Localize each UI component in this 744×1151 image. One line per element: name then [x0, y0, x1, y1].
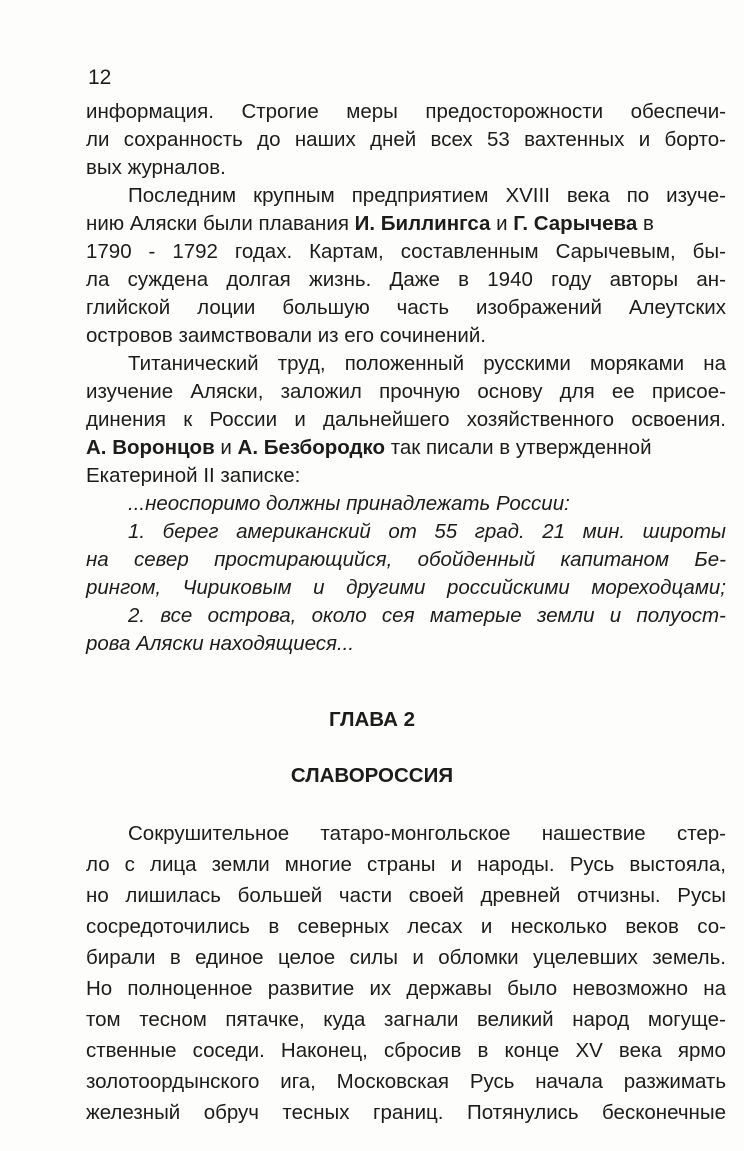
text-line — [86, 1066, 726, 1097]
word: 55 — [434, 520, 458, 543]
word: до — [257, 128, 281, 151]
word: рингом, — [86, 576, 162, 599]
word: Строгие — [241, 100, 319, 123]
text-line — [86, 266, 726, 294]
word: народ — [572, 1008, 630, 1031]
text-line — [86, 434, 726, 462]
word: Аляски, — [190, 380, 264, 403]
text-line — [86, 98, 726, 126]
word: 1792 — [172, 240, 218, 263]
quote-line — [86, 602, 726, 630]
word: ее — [611, 380, 635, 403]
text-span: так писали в утвержденной — [385, 436, 652, 459]
word: века — [566, 184, 610, 207]
word: и — [412, 946, 424, 969]
word: 2. — [128, 604, 146, 627]
word: было — [507, 977, 558, 1000]
word: долгая — [226, 268, 291, 291]
word: полуост- — [636, 604, 726, 627]
quote-line — [86, 546, 726, 574]
word: Алеутских — [628, 296, 726, 319]
word: бирали — [86, 946, 156, 969]
word: нашествие — [541, 822, 646, 845]
word: году — [551, 268, 592, 291]
word: обойденный — [417, 548, 536, 571]
text-line — [86, 378, 726, 406]
word: мин. — [582, 520, 626, 543]
word: север — [134, 548, 189, 571]
word: дней — [370, 128, 417, 151]
word: вахтенных — [524, 128, 625, 151]
word: силы — [349, 946, 399, 969]
word: многие — [284, 853, 352, 876]
word: 1790 — [86, 240, 132, 263]
word: в — [169, 946, 181, 969]
word: в — [268, 915, 280, 938]
word: части — [338, 884, 393, 907]
word: предприятием — [351, 184, 489, 207]
word: Русь — [469, 1070, 515, 1093]
word: все — [160, 604, 193, 627]
word: и — [480, 915, 493, 938]
chapter-title: СЛАВОРОССИЯ — [290, 764, 454, 787]
quote-line — [86, 574, 726, 602]
word: куда — [323, 1008, 366, 1031]
word: Последним — [128, 184, 237, 207]
word: татаро-монгольское — [320, 822, 511, 845]
text-line — [86, 973, 726, 1004]
text-line — [86, 1035, 726, 1066]
word: 1940 — [487, 268, 533, 291]
word: невозможно — [572, 977, 689, 1000]
person-name-bezborodko: А. Безбородко — [237, 436, 386, 459]
word: бы- — [692, 240, 726, 263]
word: основу — [477, 380, 543, 403]
word: границ. — [373, 1101, 444, 1124]
word: и — [638, 128, 651, 151]
word: бесконечные — [602, 1101, 726, 1124]
paragraph-3 — [86, 350, 726, 490]
word: веков — [625, 915, 679, 938]
word: лишилась — [125, 884, 221, 907]
word: железный — [86, 1101, 181, 1124]
person-name-sarychev: Г. Сарычева — [513, 212, 638, 235]
word: конце — [504, 1039, 560, 1062]
word: выстояла, — [629, 853, 726, 876]
word: острова, — [207, 604, 297, 627]
word: их — [369, 977, 392, 1000]
word: ярмо — [677, 1039, 726, 1062]
word: целое — [277, 946, 336, 969]
word: России — [209, 408, 278, 431]
word: крупным — [253, 184, 335, 207]
word: развитие — [267, 977, 355, 1000]
paragraph-4 — [86, 818, 726, 1128]
word: Картам, — [309, 240, 384, 263]
word: обруч — [203, 1101, 259, 1124]
word: хозяйственного — [466, 408, 615, 431]
text-line — [86, 126, 726, 154]
text-line — [86, 818, 726, 849]
word: Бе- — [694, 548, 726, 571]
text-span: в — [637, 212, 654, 235]
word: на — [703, 977, 726, 1000]
word: освоения. — [631, 408, 726, 431]
word: широты — [642, 520, 726, 543]
word: большую — [282, 296, 370, 319]
person-name-billings: И. Биллингса — [354, 212, 491, 235]
word: народы. — [477, 853, 555, 876]
word: с — [124, 853, 135, 876]
word: державы — [406, 977, 492, 1000]
word: 1. — [128, 520, 146, 543]
word: от — [388, 520, 417, 543]
text-line — [86, 294, 726, 322]
word: несколько — [510, 915, 608, 938]
chapter-number: ГЛАВА 2 — [329, 708, 415, 731]
word: XVIII — [505, 184, 550, 207]
word: около — [311, 604, 367, 627]
word: изображений — [476, 296, 602, 319]
paragraph-2 — [86, 182, 726, 350]
quote-line: ...неоспоримо должны принадлежать России: — [128, 492, 570, 515]
word: ига, — [280, 1070, 316, 1093]
word: сохранность — [123, 128, 243, 151]
text-line: островов заимствовали из его сочинений. — [86, 324, 486, 347]
word: ло — [86, 853, 110, 876]
word: - — [148, 240, 156, 263]
word: загнали — [383, 1008, 459, 1031]
word: простирающийся, — [214, 548, 393, 571]
word: Русы — [677, 884, 726, 907]
word: пятачке, — [225, 1008, 305, 1031]
word: американский — [236, 520, 371, 543]
text-span: и — [490, 212, 514, 235]
word: Московская — [336, 1070, 450, 1093]
word: северных — [297, 915, 389, 938]
text-line — [86, 849, 726, 880]
text-line — [86, 182, 726, 210]
word: сбросив — [383, 1039, 462, 1062]
word: Русь — [569, 853, 615, 876]
word: ли — [86, 128, 110, 151]
word: капитаном — [560, 548, 670, 571]
word: град. — [474, 520, 525, 543]
word: в — [477, 1039, 489, 1062]
word: берег — [162, 520, 219, 543]
word: меры — [346, 100, 398, 123]
word: ла — [86, 268, 110, 291]
word: составленным — [400, 240, 539, 263]
word: всех — [430, 128, 473, 151]
word: Титанический — [128, 352, 259, 375]
word: суждена — [127, 268, 209, 291]
word: лоции — [197, 296, 256, 319]
word: Даже — [389, 268, 440, 291]
word: русскими — [483, 352, 571, 375]
word: но — [86, 884, 109, 907]
text-line — [86, 210, 726, 238]
word: и — [313, 576, 325, 599]
text-line — [86, 942, 726, 973]
word: обеспечи- — [630, 100, 726, 123]
word: со- — [697, 915, 726, 938]
word: обломки — [438, 946, 519, 969]
word: земель. — [652, 946, 726, 969]
word: начала — [535, 1070, 603, 1093]
word: и — [609, 604, 622, 627]
word: положенный — [344, 352, 465, 375]
word: отчизны. — [577, 884, 661, 907]
word: сосредоточились — [86, 915, 250, 938]
word: Но — [86, 977, 113, 1000]
word: часть — [396, 296, 450, 319]
text-line — [86, 880, 726, 911]
paragraph-1 — [86, 98, 726, 182]
text-line — [86, 911, 726, 942]
word: полноценное — [127, 977, 253, 1000]
word: лесах — [407, 915, 463, 938]
word: к — [183, 408, 193, 431]
text-line: вых журналов. — [86, 156, 226, 179]
word: соседи. — [192, 1039, 265, 1062]
word: золотоордынского — [86, 1070, 260, 1093]
word: жизнь. — [309, 268, 372, 291]
word: Сокрушительное — [128, 822, 290, 845]
text-line — [86, 1004, 726, 1035]
word: земли — [536, 604, 595, 627]
word: ственные — [86, 1039, 177, 1062]
text-line — [86, 1097, 726, 1128]
word: лица — [150, 853, 197, 876]
word: наших — [294, 128, 356, 151]
word: века — [618, 1039, 662, 1062]
quote-block — [86, 490, 726, 658]
page-number: 12 — [88, 66, 112, 89]
word: своей — [408, 884, 464, 907]
word: и — [450, 853, 463, 876]
word: и — [294, 408, 306, 431]
word: другими — [346, 576, 426, 599]
word: матерые — [429, 604, 522, 627]
word: предосторожности — [425, 100, 604, 123]
word: изучение — [86, 380, 174, 403]
word: по — [626, 184, 650, 207]
word: присое- — [651, 380, 726, 403]
word: том — [86, 1008, 121, 1031]
word: динения — [86, 408, 167, 431]
word: годах. — [234, 240, 293, 263]
word: 21 — [542, 520, 566, 543]
word: тесном — [139, 1008, 207, 1031]
word: дальнейшего — [323, 408, 450, 431]
word: великий — [476, 1008, 554, 1031]
word: на — [703, 352, 726, 375]
word: тесных — [282, 1101, 350, 1124]
word: страны — [367, 853, 436, 876]
word: Потянулись — [466, 1101, 579, 1124]
word: российскими — [446, 576, 570, 599]
person-name-vorontsov: А. Воронцов — [86, 436, 215, 459]
word: труд, — [277, 352, 326, 375]
word: заложил — [280, 380, 362, 403]
word: разжимать — [623, 1070, 726, 1093]
word: большей — [237, 884, 323, 907]
word: сея — [381, 604, 415, 627]
word: прочную — [379, 380, 461, 403]
word: земли — [211, 853, 270, 876]
word: 53 — [486, 128, 510, 151]
word: глийской — [86, 296, 171, 319]
word: Наконец, — [280, 1039, 368, 1062]
word: авторы — [609, 268, 679, 291]
word: Сарычевым, — [555, 240, 676, 263]
text-line — [86, 238, 726, 266]
word: на — [86, 548, 109, 571]
word: Чириковым — [182, 576, 292, 599]
word: древней — [480, 884, 561, 907]
word: изуче- — [666, 184, 726, 207]
text-span: нию Аляски были плавания — [86, 212, 355, 235]
quote-line: рова Аляски находящиеся... — [86, 632, 355, 655]
word: могуще- — [647, 1008, 726, 1031]
text-span: и — [214, 436, 238, 459]
text-line — [86, 406, 726, 434]
word: XV — [575, 1039, 603, 1062]
word: в — [458, 268, 470, 291]
word: единое — [195, 946, 264, 969]
word: уцелевших — [532, 946, 638, 969]
word: моряками — [589, 352, 685, 375]
word: информация. — [86, 100, 214, 123]
text-line — [86, 350, 726, 378]
word: борто- — [664, 128, 726, 151]
word: мореходцами; — [591, 576, 726, 599]
word: для — [559, 380, 595, 403]
text-line: Екатериной II записке: — [86, 464, 301, 487]
word: ан- — [696, 268, 726, 291]
quote-line — [86, 518, 726, 546]
word: стер- — [676, 822, 726, 845]
